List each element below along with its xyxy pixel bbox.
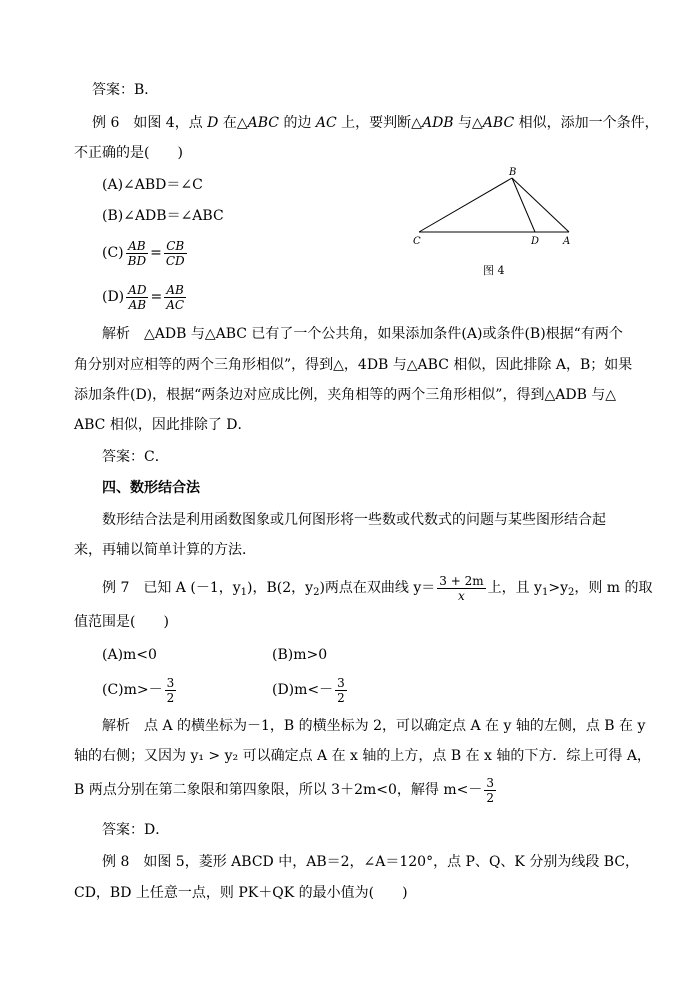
fraction: $\frac{3}{2}$ bbox=[486, 775, 495, 805]
option-c-7: (C)m>－ $\frac{3}{2}$ bbox=[102, 675, 175, 705]
point-b-label: B bbox=[509, 167, 517, 178]
example-8-line-1: 例 8 如图 5，菱形 ABCD 中，AB＝2，∠A＝120°，点 P、Q、K 分别为线段 BC， bbox=[102, 854, 640, 870]
option-a-7: (A)m<0 bbox=[102, 647, 157, 663]
fraction: $\frac{3 + 2m}{x}$ bbox=[439, 573, 484, 603]
fraction: $\frac{3}{2}$ bbox=[337, 675, 345, 705]
answer-d: 答案：D． bbox=[102, 822, 170, 838]
option-b: (B)∠ADB＝∠ABC bbox=[102, 208, 224, 224]
option-b-7: (B)m>0 bbox=[272, 647, 328, 663]
point-c-label: C bbox=[413, 236, 421, 247]
option-c: (C) $\frac{AB}{BD}$ = $\frac{CB}{CD}$ bbox=[102, 238, 185, 268]
example-6-line-2: 不正确的是( ) bbox=[74, 145, 183, 161]
point-d-label: D bbox=[531, 236, 540, 247]
segment-cb bbox=[419, 178, 512, 232]
option-d-7: (D)m<－ $\frac{3}{2}$ bbox=[272, 675, 345, 705]
answer-c: 答案：C． bbox=[102, 449, 169, 465]
point-a-label: A bbox=[563, 236, 571, 247]
example-6-line-1: 例 6 如图 4，点 D 在△ABC 的边 AC 上，要判断△ADB 与△ABC 相似，添加一个条件， bbox=[92, 115, 659, 131]
solution-7-line-2: 轴的右侧；又因为 y₁ > y₂ 可以确定点 A 在 x 轴的上方，点 B 在 x 轴的下方．综上可得 A， bbox=[74, 748, 651, 764]
figure-caption: 图 4 bbox=[483, 264, 505, 277]
fraction: $\frac{3}{2}$ bbox=[166, 675, 175, 705]
example-7-line-2: 值范围是( ) bbox=[74, 614, 169, 630]
segment-ba bbox=[512, 178, 569, 232]
solution-6-line-1: 解析 △ADB 与△ABC 已有了一个公共角，如果添加条件(A)或条件(B)根据“有两个 bbox=[102, 326, 623, 342]
segment-bd bbox=[512, 178, 535, 232]
intro-line-2: 来，再辅以简单计算的方法． bbox=[74, 542, 256, 558]
fraction: $\frac{AB}{BD}$ bbox=[127, 238, 147, 268]
section-heading: 四、数形结合法 bbox=[102, 480, 200, 496]
fraction: $\frac{CB}{CD}$ bbox=[165, 238, 185, 268]
option-a: (A)∠ABD＝∠C bbox=[102, 177, 203, 193]
answer-b: 答案：B． bbox=[92, 82, 159, 98]
example-8-line-2: CD，BD 上任意一点，则 PK＋QK 的最小值为( ) bbox=[74, 885, 408, 901]
solution-6-line-4: ABC 相似，因此排除了 D． bbox=[74, 417, 252, 433]
solution-6-line-3: 添加条件(D)，根据“两条边对应成比例，夹角相等的两个三角形相似”，得到△ADB 与△ bbox=[74, 387, 617, 403]
option-d: (D) $\frac{AD}{AB}$ = $\frac{AB}{AC}$ bbox=[102, 282, 185, 312]
intro-line-1: 数形结合法是利用函数图象或几何图形将一些数或代数式的问题与某些图形结合起 bbox=[102, 512, 606, 528]
fraction: $\frac{AD}{AB}$ bbox=[128, 282, 147, 312]
solution-7-line-1: 解析 点 A 的横坐标为－1，B 的横坐标为 2，可以确定点 A 在 y 轴的左侧，点 B 在 y bbox=[102, 718, 646, 734]
solution-6-line-2: 角分别对应相等的两个三角形相似”，得到△，4DB 与△ABC 相似，因此排除 A，B；如果 bbox=[74, 357, 633, 373]
example-7-line-1: 例 7 已知 A (－1，$y_1$)，B(2，$y_2$)两点在双曲线 y＝ $\frac{3 + 2m}{x}$ 上，且 $y_1>y_2$，则 m 的取 bbox=[102, 573, 653, 603]
fraction: $\frac{AB}{AC}$ bbox=[166, 282, 185, 312]
solution-7-line-3: B 两点分别在第二象限和第四象限，所以 3＋2m<0，解得 m<－ $\frac{3}{2}$ bbox=[74, 775, 495, 805]
